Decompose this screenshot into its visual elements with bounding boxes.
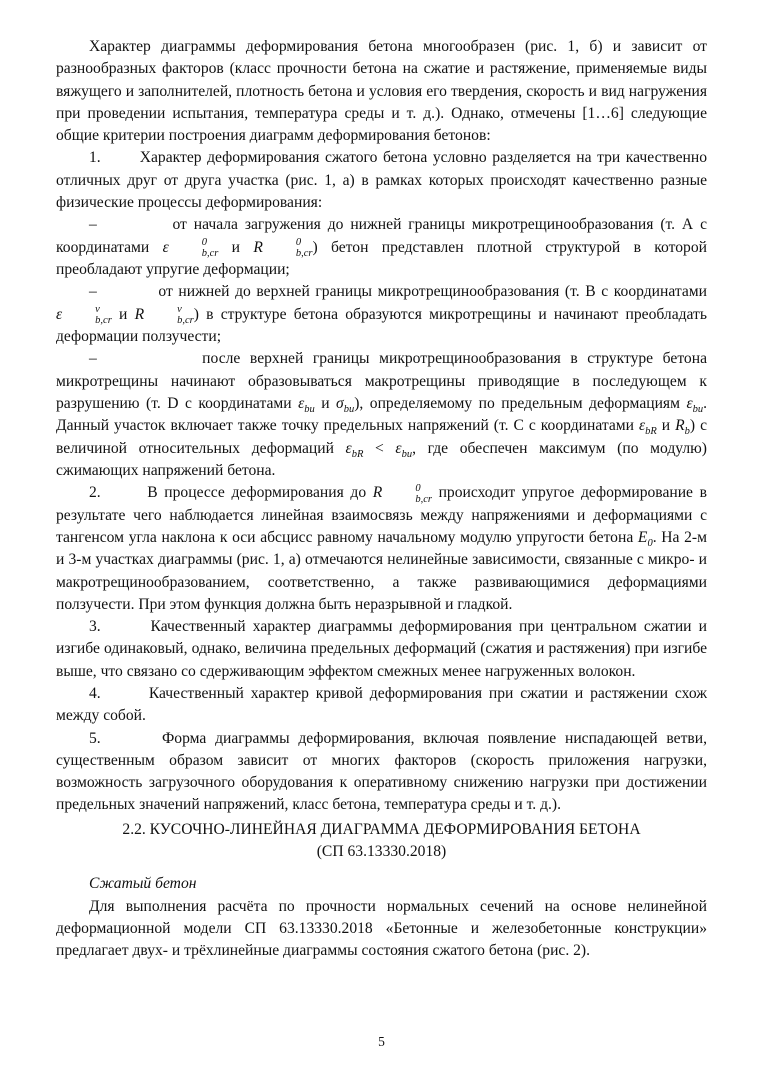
closing-paragraph: Для выполнения расчёта по прочности нормальных сечений на основе нелинейной деформационной модели СП 63.13330.2018 «Бетонные и железобетонные конструкции» предлагает двух- и трёхлинейные диаграммы состояния сжатого бетона (рис. 2). (56, 897, 707, 960)
bullet-stage-1: – от начала загружения до нижней границы микротрещинообразования (т. А с координатами ε 0 b,cr и R 0 b,cr ) бетон представлен плотной структурой в которой преобладают упругие деформации; (56, 216, 707, 279)
strain-eps-0-bcr: ε 0 b,cr (162, 237, 219, 260)
stress-R-0-bcr-2: R 0 b,cr (372, 482, 432, 505)
stress-R-0-bcr: R 0 b,cr (253, 237, 313, 260)
intro-paragraph: Характер диаграммы деформирования бетона многообразен (рис. 1, б) и зависит от разнообразных факторов (класс прочности бетона на сжатие и растяжение, применяемые виды вяжущего и заполнителей, плотность бетона и условия его твердения, скорость и вид нагружения при проведении испытания, температура среды и т. д.). Однако, отмечены [1…6] следующие общие критерии построения диаграмм деформирования бетонов: (56, 38, 707, 145)
modulus-E0: $E_0$ (637, 528, 653, 550)
criterion-4-paragraph: 4. Качественный характер кривой деформирования при сжатии и растяжении схож между собой. (56, 684, 707, 725)
stress-R-b: $R_b$ (675, 417, 690, 438)
stress-R-v-bcr: R v b,cr (134, 304, 194, 327)
criterion-2-paragraph: 2. В процессе деформирования до R 0 b,cr происходит упругое деформирование в результате чего наблюдается линейная взаимосвязь между напряжениями и деформациями с тангенсом угла наклона к оси абсцисс равному начальному модулю упругости бетона $E_0$. На 2-м и 3-м участках диаграммы (рис. 1, а) отмечаются нелинейные зависимости, связанные с микро- и макротрещинообразованием, соответственно, а также развивающимися деформациями ползучести. При этом функция должна быть неразрывной и гладкой. (56, 482, 707, 613)
criterion-3-paragraph: 3. Качественный характер диаграммы деформирования при центральном сжатии и изгибе одинаковый, однако, величина предельных деформаций (сжатия и растяжения) при изгибе выше, что связано со сдерживающим эффектом смежных менее нагруженных волокон. (56, 618, 707, 680)
page-number: 5 (378, 1034, 385, 1049)
strain-eps-bu-2: $\varepsilon_{bu}$ (686, 395, 704, 416)
section-heading-line-1: 2.2. КУСОЧНО-ЛИНЕЙНАЯ ДИАГРАММА ДЕФОРМИРОВАНИЯ БЕТОНА (122, 820, 641, 838)
strain-eps-v-bcr: ε v b,cr (56, 304, 112, 327)
criterion-5-paragraph: 5. Форма диаграммы деформирования, включая появление ниспадающей ветви, существенным образом зависит от многих факторов (скорость приложения нагрузки, возможность загрузочного оборудования к оперативному снижению нагрузки при достижении предельных значений напряжений, класс бетона, температура среды и т. д.). (56, 729, 707, 814)
criterion-1-paragraph: 1. Характер деформирования сжатого бетона условно разделяется на три качественно отличных друг от друга участка (рис. 1, а) в рамках которых происходят качественно разные физические процессы деформирования: (56, 149, 707, 212)
inequality-eps-bR-lt-eps-bu: $\varepsilon_{bR} < \varepsilon_{bu}$ (345, 439, 413, 460)
subsection-title: Сжатый бетон (89, 875, 197, 893)
section-heading-line-2: (СП 63.13330.2018) (316, 843, 447, 861)
bullet-stage-3: – после верхней границы микротрещинообразования в структуре бетона микротрещины начинают образовываться макротрещины приводящие в последующем к разрушению (т. D с координатами $\varepsilon_{bu}$ и $\sigma_{bu}$), определяемому по предельным деформациям $\varepsilon_{bu}$. Данный участок включает также точку предельных напряжений (т. С с координатами $\varepsilon_{bR}$ и $R_b$) с величиной относительных деформаций $\varepsilon_{bR} < \varepsilon_{bu}$, где обеспечен максимум (по модулю) сжимающих напряжений бетона. (56, 350, 707, 479)
bullet-stage-2: – от нижней до верхней границы микротрещинообразования (т. В с координатами ε v b,cr и R v b,cr ) в структуре бетона образуются микротрещины и начинают преобладать деформации ползучести; (56, 283, 707, 346)
strain-eps-bR: $\varepsilon_{bR}$ (638, 417, 657, 438)
strain-eps-bu: $\varepsilon_{bu}$ (298, 395, 315, 416)
stress-sigma-bu: $\sigma_{bu}$ (336, 395, 355, 416)
section-heading (56, 819, 707, 864)
